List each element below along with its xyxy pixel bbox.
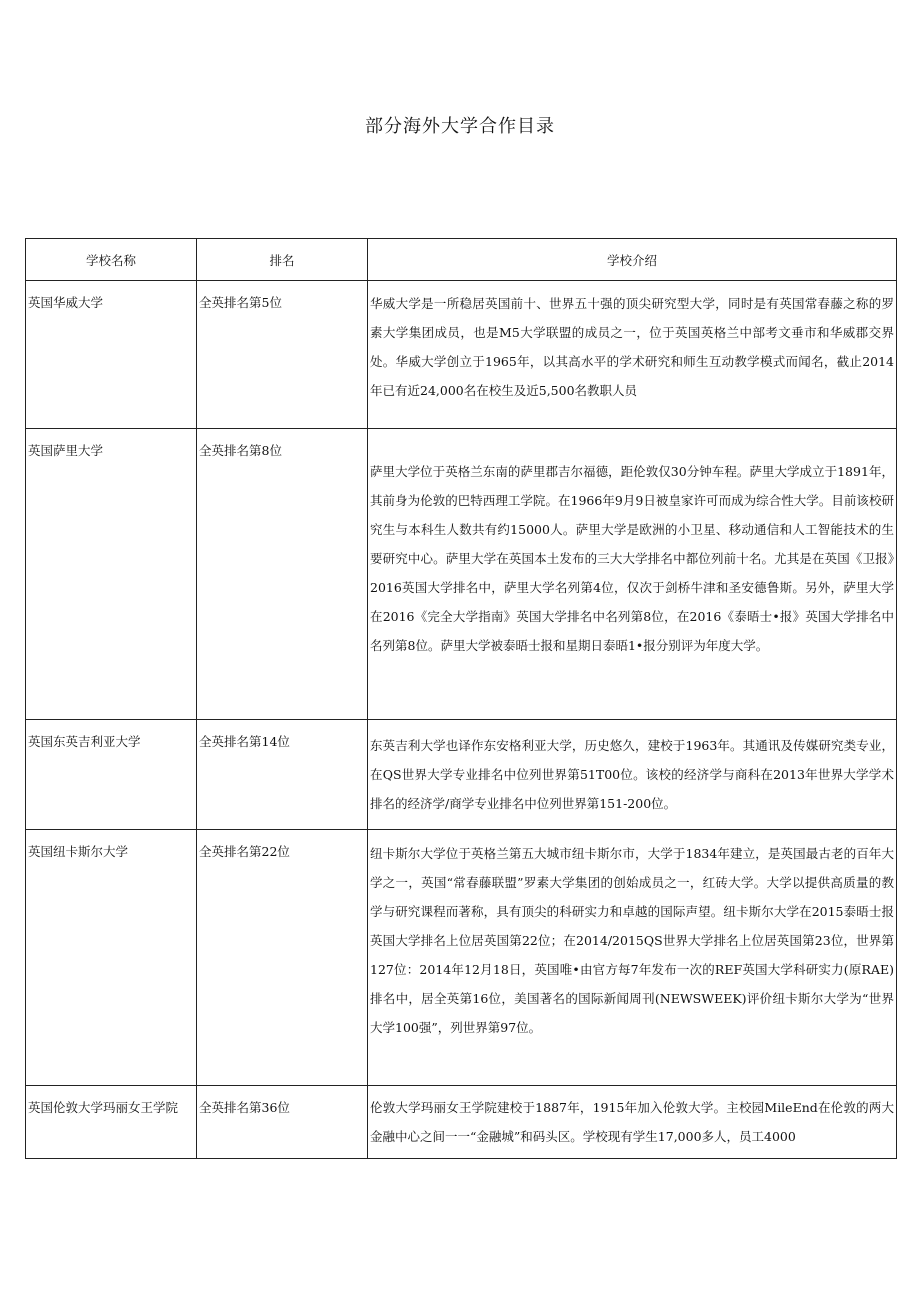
school-name: 英国萨里大学 — [26, 429, 197, 720]
table-row — [26, 429, 897, 720]
school-rank: 全英排名第5位 — [197, 281, 368, 429]
table-header-row — [26, 239, 897, 281]
table-row — [26, 281, 897, 429]
school-intro: 伦敦大学玛丽女王学院建校于1887年，1915年加入伦敦大学。主校园MileEnd在伦敦的两大金融中心之间一一“金融城”和码头区。学校现有学生17,000多人，员工4000 — [370, 1100, 894, 1144]
school-intro-cell — [368, 429, 897, 720]
header-intro: 学校介绍 — [368, 239, 897, 281]
school-intro-cell — [368, 830, 897, 1086]
table-row — [26, 1086, 897, 1159]
school-name: 英国伦敦大学玛丽女王学院 — [26, 1086, 197, 1159]
header-school-name: 学校名称 — [26, 239, 197, 281]
header-rank: 排名 — [197, 239, 368, 281]
school-rank: 全英排名第22位 — [197, 830, 368, 1086]
university-table — [25, 238, 897, 1159]
school-name: 英国华威大学 — [26, 281, 197, 429]
school-intro-cell — [368, 720, 897, 830]
school-intro: 纽卡斯尔大学位于英格兰第五大城市纽卡斯尔市，大学于1834年建立，是英国最古老的百年大学之一，英国“常春藤联盟”罗素大学集团的创始成员之一，红砖大学。大学以提供高质量的教学与研究课程而著称，具有顶尖的科研实力和卓越的国际声望。纽卡斯尔大学在2015泰晤士报英国大学排名上位居英国第22位；在2014/2015QS世界大学排名上位居英国第23位，世界第127位：2014年12月18日，英国唯•由官方每7年发布一次的REF英国大学科研实力(原RAE)排名中，居全英第16位，美国著名的国际新闻周刊(NEWSWEEK)评价纽卡斯尔大学为“世界大学100强”，列世界第97位。 — [370, 846, 894, 1035]
school-rank: 全英排名第14位 — [197, 720, 368, 830]
table-row — [26, 720, 897, 830]
table-row — [26, 830, 897, 1086]
school-intro: 东英吉利大学也译作东安格利亚大学，历史悠久，建校于1963年。其通讯及传媒研究类专业，在QS世界大学专业排名中位列世界第51T00位。该校的经济学与商科在2013年世界大学学术排名的经济学/商学专业排名中位列世界第151-200位。 — [370, 738, 894, 811]
school-name: 英国东英吉利亚大学 — [26, 720, 197, 830]
school-name: 英国纽卡斯尔大学 — [26, 830, 197, 1086]
school-rank: 全英排名第36位 — [197, 1086, 368, 1159]
document-title: 部分海外大学合作目录 — [365, 116, 555, 137]
school-intro: 华威大学是一所稳居英国前十、世界五十强的顶尖研究型大学，同时是有英国常春藤之称的罗素大学集团成员，也是M5大学联盟的成员之一，位于英国英格兰中部考文垂市和华威郡交界处。华威大学创立于1965年，以其高水平的学术研究和师生互动教学模式而闻名，截止2014年已有近24,000名在校生及近5,500名教职人员 — [370, 296, 894, 398]
school-rank: 全英排名第8位 — [197, 429, 368, 720]
school-intro-cell — [368, 281, 897, 429]
school-intro-cell — [368, 1086, 897, 1159]
school-intro: 萨里大学位于英格兰东南的萨里郡吉尔福德，距伦敦仅30分钟车程。萨里大学成立于1891年，其前身为伦敦的巴特西理工学院。在1966年9月9日被皇家许可而成为综合性大学。目前该校研究生与本科生人数共有约15000人。萨里大学是欧洲的小卫星、移动通信和人工智能技术的生要研究中心。萨里大学在英国本土发布的三大大学排名中都位列前十名。尤其是在英国《卫报》2016英国大学排名中，萨里大学名列第4位，仅次于剑桥牛津和圣安德鲁斯。另外，萨里大学在2016《完全大学指南》英国大学排名中名列第8位，在2016《泰晤士•报》英国大学排名中名列第8位。萨里大学被泰晤士报和星期日泰晤1•报分别评为年度大学。 — [370, 464, 894, 653]
